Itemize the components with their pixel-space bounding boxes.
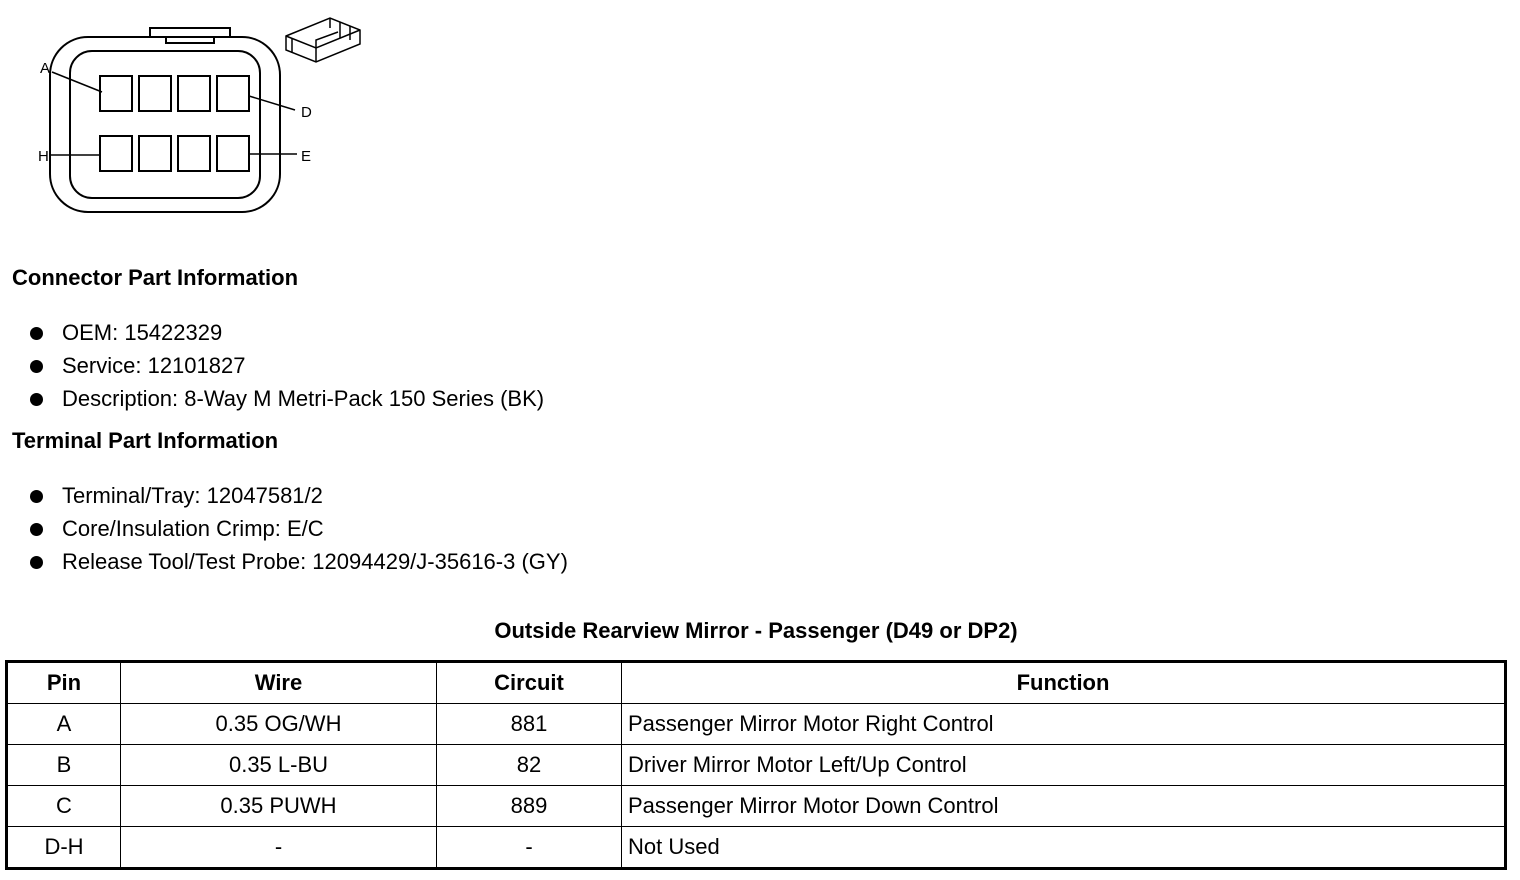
circuit-cell: 881: [437, 704, 622, 745]
cavity-f: [178, 136, 210, 171]
list-item: Release Tool/Test Probe: 12094429/J-35616-3 (GY): [30, 549, 568, 582]
circuit-cell: 889: [437, 786, 622, 827]
bullet-icon: [30, 556, 43, 569]
cavity-a: [100, 76, 132, 111]
function-cell: Passenger Mirror Motor Right Control: [622, 704, 1506, 745]
table-row: [7, 786, 1506, 827]
connector-face-diagram: [20, 10, 380, 220]
function-cell: Driver Mirror Motor Left/Up Control: [622, 745, 1506, 786]
table-row: [7, 745, 1506, 786]
bullet-icon: [30, 360, 43, 373]
column-header-pin: Pin: [7, 662, 121, 704]
connector-info-list: [30, 320, 544, 419]
function-cell: Not Used: [622, 827, 1506, 869]
connector-info-heading: Connector Part Information: [12, 265, 299, 290]
pin-label-e: E: [301, 148, 312, 165]
list-item: Core/Insulation Crimp: E/C: [30, 516, 568, 549]
list-item: OEM: 15422329: [30, 320, 544, 353]
cavity-e: [217, 136, 249, 171]
connector-outer-housing: [50, 37, 280, 212]
connector-latch: [150, 28, 230, 37]
list-item: Service: 12101827: [30, 353, 544, 386]
pinout-table: [5, 660, 1507, 870]
table-row: [7, 704, 1506, 745]
wire-cell: -: [121, 827, 437, 869]
wire-cell: 0.35 L-BU: [121, 745, 437, 786]
column-header-wire: Wire: [121, 662, 437, 704]
bullet-icon: [30, 393, 43, 406]
bullet-icon: [30, 523, 43, 536]
terminal-info-heading: Terminal Part Information: [12, 428, 279, 453]
cavity-d: [217, 76, 249, 111]
circuit-cell: -: [437, 827, 622, 869]
bullet-icon: [30, 327, 43, 340]
circuit-cell: 82: [437, 745, 622, 786]
pin-label-h: H: [38, 148, 49, 165]
pin-cell: A: [7, 704, 121, 745]
pin-cell: B: [7, 745, 121, 786]
table-row: [7, 827, 1506, 869]
wire-cell: 0.35 PUWH: [121, 786, 437, 827]
cavity-c: [178, 76, 210, 111]
bullet-icon: [30, 490, 43, 503]
column-header-function: Function: [622, 662, 1506, 704]
wire-cell: 0.35 OG/WH: [121, 704, 437, 745]
pin-cell: C: [7, 786, 121, 827]
column-header-circuit: Circuit: [437, 662, 622, 704]
table-header-row: [7, 662, 1506, 704]
terminal-info-list: [30, 483, 568, 582]
pin-label-d: D: [301, 104, 312, 121]
function-cell: Passenger Mirror Motor Down Control: [622, 786, 1506, 827]
list-item: Description: 8-Way M Metri-Pack 150 Series (BK): [30, 386, 544, 419]
connector-inner-housing: [70, 51, 260, 198]
cavity-h: [100, 136, 132, 171]
list-item: Terminal/Tray: 12047581/2: [30, 483, 568, 516]
pin-cell: D-H: [7, 827, 121, 869]
cavity-g: [139, 136, 171, 171]
cavity-b: [139, 76, 171, 111]
pinout-table-title: Outside Rearview Mirror - Passenger (D49 or DP2): [494, 618, 1018, 643]
pin-label-a: A: [40, 60, 51, 77]
connector-isometric-icon: [286, 18, 360, 62]
